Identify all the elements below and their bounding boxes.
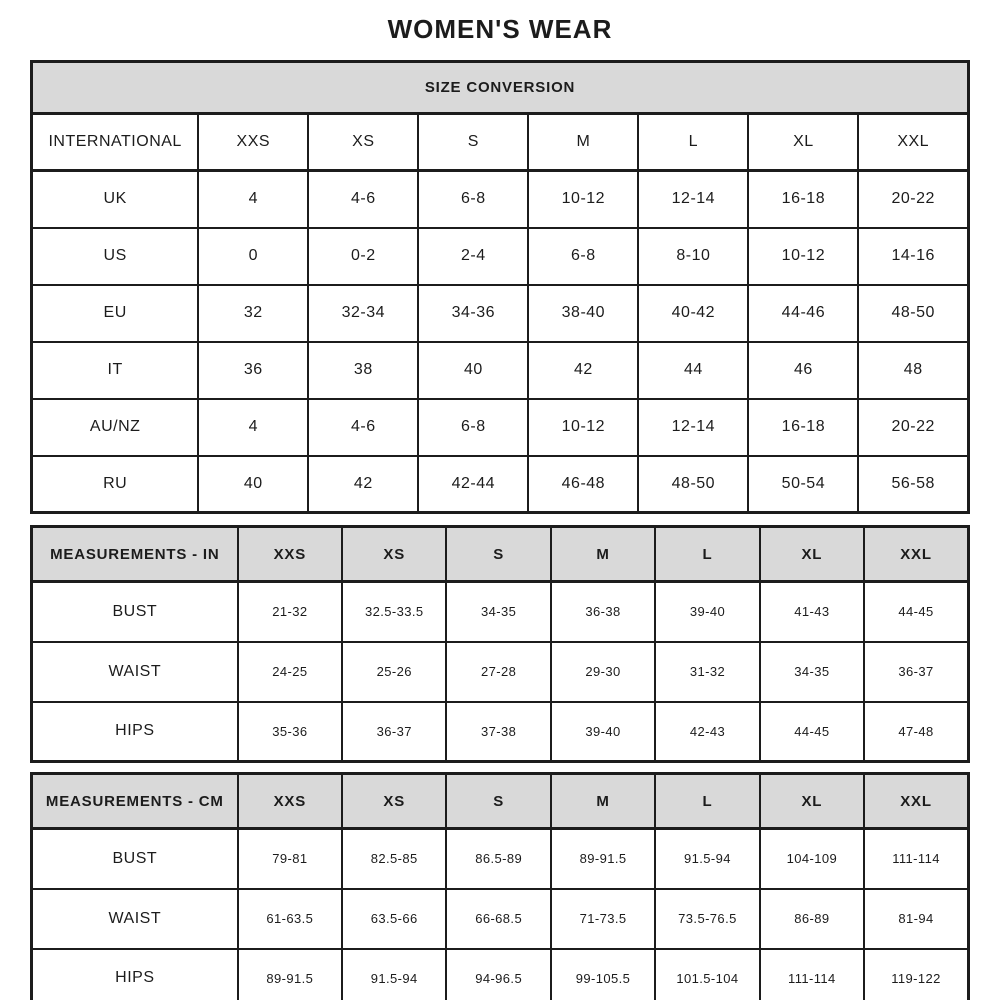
size-cell: 12-14 [638,399,748,456]
column-header-s: S [446,774,550,829]
measurement-cell: 66-68.5 [446,889,550,949]
size-cell: 48-50 [858,285,968,342]
size-cell: 4-6 [308,171,418,228]
measurement-cell: 79-81 [238,829,342,889]
measurement-cell: 81-94 [864,889,968,949]
size-cell: 6-8 [528,228,638,285]
measurement-cell: 27-28 [446,642,550,702]
row-label: BUST [32,582,238,642]
measurements-in-header-row [32,527,969,582]
page-title: WOMEN'S WEAR [387,14,613,44]
measurement-cell: 36-37 [342,702,446,762]
size-cell: 42-44 [418,456,528,513]
measurement-cell: 71-73.5 [551,889,655,949]
size-cell: 38 [308,342,418,399]
row-label: IT [32,342,199,399]
column-header-xs: XS [342,527,446,582]
measurements-cm-header-row [32,774,969,829]
column-header-xl: XL [748,114,858,171]
column-header-xxs: XXS [198,114,308,171]
row-label: US [32,228,199,285]
size-conversion-title: SIZE CONVERSION [32,62,969,114]
table-row-hips-in [32,702,969,762]
measurement-cell: 47-48 [864,702,968,762]
size-cell: 10-12 [528,171,638,228]
size-cell: 14-16 [858,228,968,285]
row-label: BUST [32,829,238,889]
measurement-cell: 86-89 [760,889,864,949]
table-row-waist-cm [32,889,969,949]
table-row-bust-in [32,582,969,642]
measurement-cell: 111-114 [864,829,968,889]
size-cell: 34-36 [418,285,528,342]
measurement-cell: 63.5-66 [342,889,446,949]
size-conversion-columns-row [32,114,969,171]
measurement-cell: 44-45 [760,702,864,762]
measurements-cm-table [30,772,970,1000]
measurement-cell: 35-36 [238,702,342,762]
measurement-cell: 73.5-76.5 [655,889,759,949]
size-cell: 4 [198,171,308,228]
measurement-cell: 94-96.5 [446,949,550,1000]
measurement-cell: 34-35 [446,582,550,642]
size-cell: 50-54 [748,456,858,513]
row-label: WAIST [32,889,238,949]
measurement-cell: 101.5-104 [655,949,759,1000]
measurement-cell: 24-25 [238,642,342,702]
measurement-cell: 82.5-85 [342,829,446,889]
size-cell: 0-2 [308,228,418,285]
row-label: UK [32,171,199,228]
row-label: HIPS [32,949,238,1000]
measurement-cell: 21-32 [238,582,342,642]
column-header-xxs: XXS [238,527,342,582]
table-row-bust-cm [32,829,969,889]
measurement-cell: 104-109 [760,829,864,889]
measurements-in-title: MEASUREMENTS - IN [32,527,238,582]
column-header-xxl: XXL [864,774,968,829]
row-label: RU [32,456,199,513]
column-header-s: S [446,527,550,582]
row-label: HIPS [32,702,238,762]
measurement-cell: 119-122 [864,949,968,1000]
size-cell: 6-8 [418,399,528,456]
measurement-cell: 36-37 [864,642,968,702]
measurements-in-table [30,525,970,763]
size-cell: 6-8 [418,171,528,228]
measurement-cell: 86.5-89 [446,829,550,889]
column-header-l: L [655,527,759,582]
table-row-us [32,228,969,285]
table-row-uk [32,171,969,228]
size-cell: 40-42 [638,285,748,342]
row-label: EU [32,285,199,342]
column-header-m: M [551,774,655,829]
measurement-cell: 32.5-33.5 [342,582,446,642]
measurement-cell: 91.5-94 [342,949,446,1000]
table-row-aunz [32,399,969,456]
size-conversion-table [30,60,970,514]
measurement-cell: 25-26 [342,642,446,702]
size-cell: 0 [198,228,308,285]
size-cell: 16-18 [748,171,858,228]
size-cell: 4 [198,399,308,456]
size-cell: 2-4 [418,228,528,285]
size-cell: 10-12 [528,399,638,456]
size-cell: 32-34 [308,285,418,342]
measurement-cell: 34-35 [760,642,864,702]
size-cell: 46 [748,342,858,399]
size-cell: 40 [418,342,528,399]
size-cell: 20-22 [858,399,968,456]
size-cell: 36 [198,342,308,399]
size-conversion-title-row [32,62,969,114]
measurement-cell: 39-40 [655,582,759,642]
column-header-xs: XS [342,774,446,829]
table-row-waist-in [32,642,969,702]
measurement-cell: 99-105.5 [551,949,655,1000]
measurement-cell: 44-45 [864,582,968,642]
size-cell: 48 [858,342,968,399]
measurement-cell: 111-114 [760,949,864,1000]
size-cell: 16-18 [748,399,858,456]
table-row-hips-cm [32,949,969,1000]
size-cell: 40 [198,456,308,513]
size-cell: 32 [198,285,308,342]
size-cell: 38-40 [528,285,638,342]
size-cell: 46-48 [528,456,638,513]
measurement-cell: 36-38 [551,582,655,642]
measurements-cm-title: MEASUREMENTS - CM [32,774,238,829]
column-header-xxl: XXL [864,527,968,582]
size-cell: 44 [638,342,748,399]
table-row-ru [32,456,969,513]
measurement-cell: 37-38 [446,702,550,762]
measurement-cell: 61-63.5 [238,889,342,949]
size-cell: 42 [308,456,418,513]
column-header-xl: XL [760,527,864,582]
size-cell: 8-10 [638,228,748,285]
size-cell: 4-6 [308,399,418,456]
row-label: AU/NZ [32,399,199,456]
column-header-l: L [655,774,759,829]
measurement-cell: 39-40 [551,702,655,762]
measurement-cell: 89-91.5 [551,829,655,889]
size-cell: 44-46 [748,285,858,342]
column-header-xxl: XXL [858,114,968,171]
column-header-xs: XS [308,114,418,171]
table-row-eu [32,285,969,342]
size-cell: 48-50 [638,456,748,513]
measurement-cell: 31-32 [655,642,759,702]
measurement-cell: 41-43 [760,582,864,642]
size-cell: 12-14 [638,171,748,228]
measurement-cell: 29-30 [551,642,655,702]
column-header-m: M [551,527,655,582]
size-cell: 42 [528,342,638,399]
size-cell: 56-58 [858,456,968,513]
column-header-international: INTERNATIONAL [32,114,199,171]
table-row-it [32,342,969,399]
row-label: WAIST [32,642,238,702]
measurement-cell: 42-43 [655,702,759,762]
column-header-xxs: XXS [238,774,342,829]
size-cell: 10-12 [748,228,858,285]
column-header-s: S [418,114,528,171]
measurement-cell: 89-91.5 [238,949,342,1000]
column-header-xl: XL [760,774,864,829]
size-cell: 20-22 [858,171,968,228]
measurement-cell: 91.5-94 [655,829,759,889]
column-header-m: M [528,114,638,171]
column-header-l: L [638,114,748,171]
